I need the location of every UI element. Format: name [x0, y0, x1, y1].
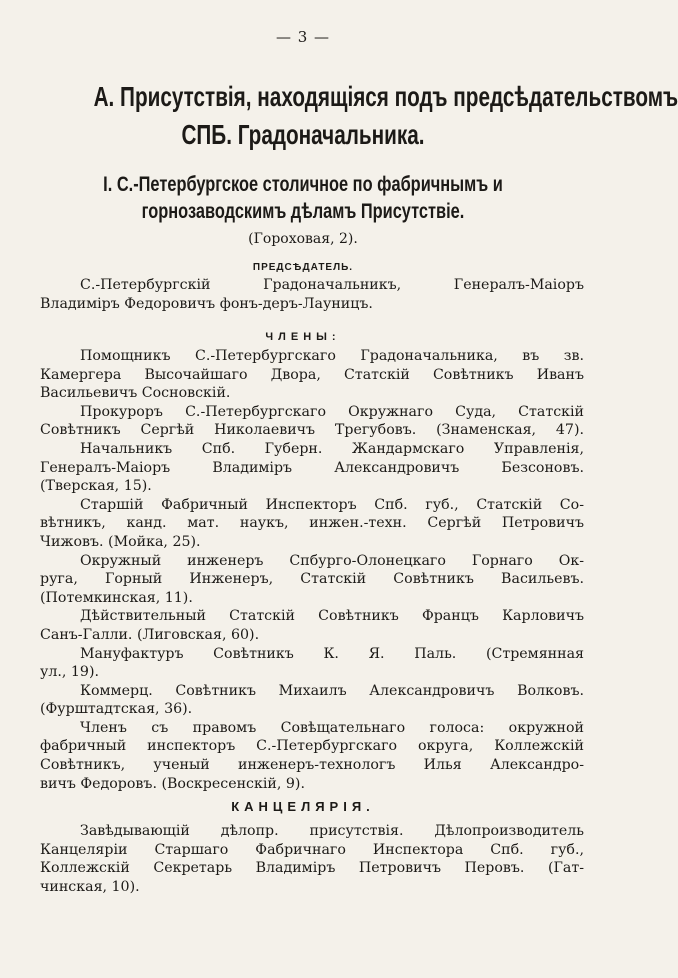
text-line: (Фурштадтская, 36). — [40, 701, 193, 718]
text-line: (Тверская, 15). — [40, 478, 152, 495]
text-line: вѣтникъ, канд. мат. наукъ, инжен.-техн. Сергѣй Петровичъ — [40, 515, 584, 532]
text-line: Прокуроръ С.-Петербургскаго Окружнаго Суда, Статскій — [80, 403, 584, 420]
text-line: Совѣтникъ Сергѣй Николаевичъ Трегубовъ. (Знаменская, 47). — [40, 422, 584, 439]
text-line: (Потемкинская, 11). — [40, 589, 193, 606]
text-line: Завѣдывающій дѣлопр. присутствія. Дѣлопроизводитель — [80, 823, 584, 839]
chairman-heading: ПРЕДСѢДАТЕЛЬ. — [252, 262, 354, 273]
text-line: Коммерц. Совѣтникъ Михаилъ Александровичъ Волковъ. — [80, 682, 584, 699]
text-line: фабричный инспекторъ С.-Петербургскаго округа, Коллежскій — [40, 738, 584, 755]
text-line: Коллежскій Секретарь Владиміръ Петровичъ Перовъ. (Гат- — [40, 860, 584, 877]
text-line: Окружный инженеръ Спбурго-Олонецкаго Горнаго Ок- — [80, 552, 584, 569]
text-line: Владиміръ Федоровичъ фонъ-деръ-Лауницъ. — [40, 295, 373, 312]
chairman-text — [40, 276, 584, 313]
text-line: Чижовъ. (Мойка, 25). — [40, 533, 201, 550]
text-line: Старшій Фабричный Инспекторъ Спб. губ., Статскій Со- — [80, 496, 584, 513]
text-line: Санъ-Галли. (Лиговская, 60). — [40, 626, 260, 643]
text-line: Генералъ-Маіоръ Владиміръ Александровичъ Безсоновъ. — [40, 459, 584, 476]
members-heading: ЧЛЕНЫ: — [265, 331, 341, 343]
text-line: Камергера Высочайшаго Двора, Статскій Совѣтникъ Иванъ — [40, 366, 584, 383]
text-line: С.-Петербургскій Градоначальникъ, Генералъ-Маіоръ — [80, 277, 584, 293]
text-line: Канцеляріи Старшаго Фабричнаго Инспектора Спб. губ., — [40, 841, 584, 858]
text-line: ул., 19). — [40, 664, 99, 681]
office-text — [40, 822, 584, 896]
section-address: (Гороховая, 2). — [248, 231, 358, 247]
section-title-line2: горнозаводскимъ дѣламъ Присутствіе. — [141, 200, 465, 223]
page-title-line2: СПБ. Градоначальника. — [181, 119, 425, 150]
office-heading: КАНЦЕЛЯРІЯ. — [231, 799, 375, 814]
text-line: вичъ Федоровъ. (Воскресенскій, 9). — [40, 775, 305, 792]
text-line: Членъ съ правомъ Совѣщательнаго голоса: окружной — [80, 719, 584, 736]
text-line: Помощникъ С.-Петербургскаго Градоначальника, въ зв. — [80, 348, 584, 364]
page-title: А. Присутствія, находящіяся подъ предсѣдательствомъ — [93, 81, 678, 112]
text-line: Дѣйствительный Статскій Совѣтникъ Францъ Карловичъ — [80, 608, 584, 625]
page-number: — 3 — — [275, 28, 331, 46]
text-line: чинская, 10). — [40, 878, 140, 895]
text-line: Мануфактуръ Совѣтникъ К. Я. Паль. (Стремянная — [80, 645, 584, 662]
section-title: I. С.-Петербургское столичное по фабричнымъ и — [103, 173, 503, 196]
text-line: Совѣтникъ, ученый инженеръ-технологъ Илья Александро- — [40, 757, 584, 774]
text-line: Васильевичъ Сосновскій. — [40, 385, 231, 402]
text-line: руга, Горный Инженеръ, Статскій Совѣтникъ Васильевъ. — [40, 571, 584, 588]
text-line: Начальникъ Спб. Губерн. Жандармскаго Управленія, — [80, 440, 584, 457]
members-text — [40, 347, 584, 793]
